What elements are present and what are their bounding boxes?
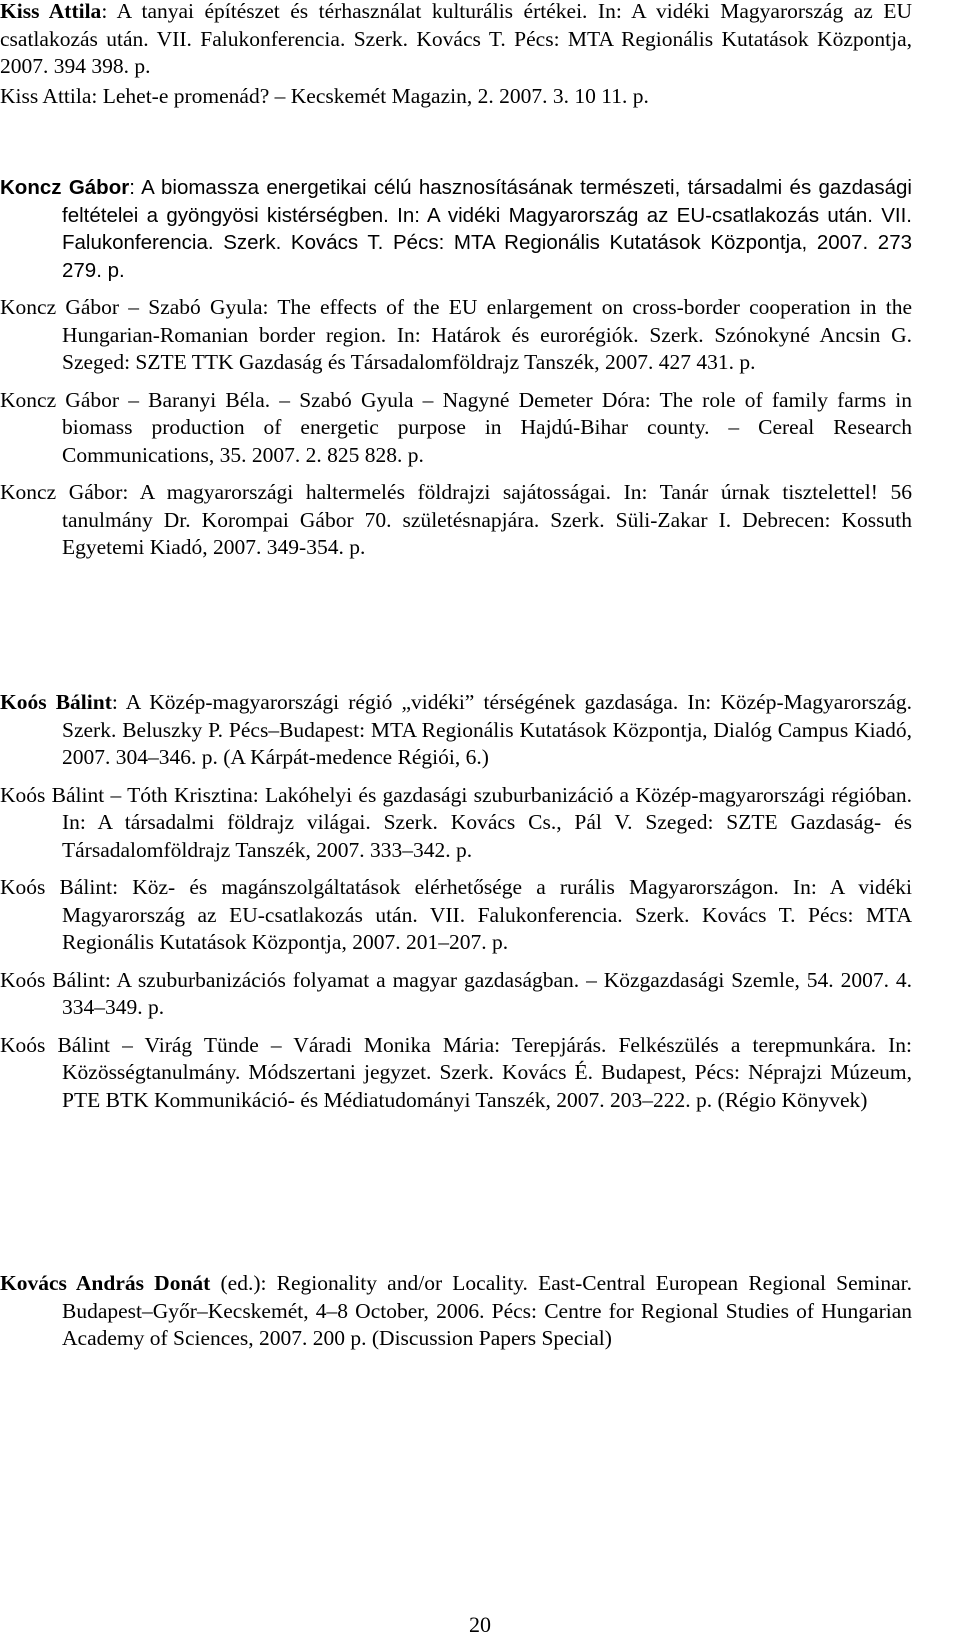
reference-entry <box>0 174 912 284</box>
reference-group-koncz <box>0 174 912 572</box>
reference-author: Koós Bálint <box>0 690 112 714</box>
reference-author: Kiss Attila <box>0 0 102 23</box>
reference-entry: Koós Bálint: A szuburbanizációs folyamat a magyar gazdaságban. – Közgazdasági Szemle, 54. 2007. 4. 334–349. p. <box>0 967 912 1019</box>
reference-text: : A tanyai építészet és térhasználat kulturális értékei. In: A vidéki Magyarország az EU csatlakozás után. VII. Falukonferencia. Szerk. Kovács T. Pécs: MTA Regionális Kutatások Központja, 2007. 394 398. p. <box>0 0 912 78</box>
reference-group-kovacs <box>0 1270 912 1363</box>
reference-text: : A biomassza energetikai célú hasznosításának természeti, társadalmi és gazdasági feltételei a gyöngyösi kistérségben. In: A vidéki Magyarország az EU-csatlakozás után. VII. Falukonferencia. Szerk. Kovács T. Pécs: MTA Regionális Kutatások Központja, 2007. 273 279. p. <box>62 176 912 282</box>
reference-text: : A Közép-magyarországi régió „vidéki” térségének gazdasága. In: Közép-Magyarország. Szerk. Beluszky P. Pécs–Budapest: MTA Regionális Kutatások Központja, Dialóg Campus Kiadó, 2007. 304–346. p. (A Kárpát-medence Régiói, 6.) <box>62 690 912 769</box>
reference-text: (ed.): Regionality and/or Locality. East-Central European Regional Seminar. Budapest–Győr–Kecskemét, 4–8 October, 2006. Pécs: Centre for Regional Studies of Hungarian Academy of Sciences, 2007. 200 p. (Discussion Papers Special) <box>62 1271 912 1350</box>
reference-author: Kovács András Donát <box>0 1271 211 1295</box>
reference-entry: Koós Bálint – Tóth Krisztina: Lakóhelyi és gazdasági szuburbanizáció a Közép-magyarországi régióban. In: A társadalmi földrajz világai. Szerk. Kovács Cs., Pál V. Szeged: SZTE Gazdaság- és Társadalomföldrajz Tanszék, 2007. 333–342. p. <box>0 782 912 862</box>
reference-entry: Koncz Gábor: A magyarországi haltermelés földrajzi sajátosságai. In: Tanár úrnak tisztelettel! 56 tanulmány Dr. Korompai Gábor 70. születésnapjára. Szerk. Süli-Zakar I. Debrecen: Kossuth Egyetemi Kiadó, 2007. 349-354. p. <box>0 480 912 559</box>
reference-entry <box>0 689 912 772</box>
reference-entry: Kiss Attila: Lehet-e promenád? – Kecskemét Magazin, 2. 2007. 3. 10 11. p. <box>0 83 649 108</box>
reference-author: Koncz Gábor <box>0 176 130 199</box>
reference-entry: Koós Bálint – Virág Tünde – Váradi Monika Mária: Terepjárás. Felkészülés a terepmunkára. In: Közösségtanulmány. Módszertani jegyzet. Szerk. Kovács É. Budapest, Pécs: Néprajzi Múzeum, PTE BTK Kommunikáció- és Médiatudományi Tanszék, 2007. 203–222. p. (Régio Könyvek) <box>0 1032 912 1112</box>
reference-entry: Koncz Gábor – Baranyi Béla. – Szabó Gyula – Nagyné Demeter Dóra: The role of family farms in biomass production of energetic purpose in Hajdú-Bihar county. – Cereal Research Communications, 35. 2007. 2. 825 828. p. <box>0 387 912 467</box>
reference-entry <box>0 1270 912 1353</box>
reference-entry <box>0 0 912 81</box>
page-number: 20 <box>469 1612 491 1637</box>
reference-entry: Koós Bálint: Köz- és magánszolgáltatások elérhetősége a rurális Magyarországon. In: A vidéki Magyarország az EU-csatlakozás után. VII. Falukonferencia. Szerk. Kovács T. Pécs: MTA Regionális Kutatások Központja, 2007. 201–207. p. <box>0 875 912 954</box>
reference-group-kiss <box>0 0 912 120</box>
reference-group-koos <box>0 689 912 1124</box>
reference-entry: Koncz Gábor – Szabó Gyula: The effects of the EU enlargement on cross-border cooperation in the Hungarian-Romanian border region. In: Határok és eurorégiók. Szerk. Szónokyné Ancsin G. Szeged: SZTE TTK Gazdaság és Társadalomföldrajz Tanszék, 2007. 427 431. p. <box>0 295 912 374</box>
